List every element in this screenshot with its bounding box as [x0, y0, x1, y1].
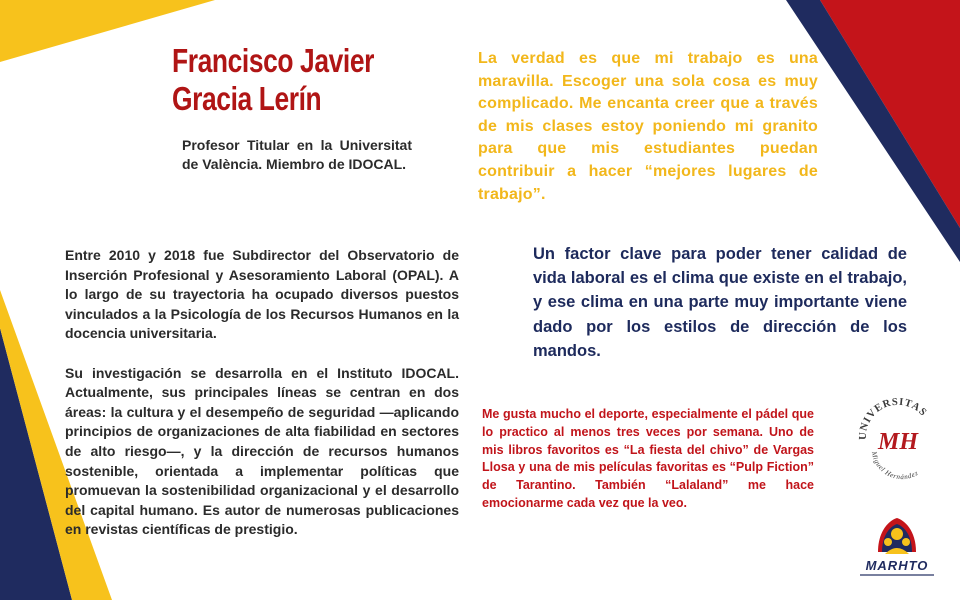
person-name: [172, 42, 404, 118]
quote-hobbies: Me gusta mucho el deporte, especialmente el pádel que lo practico al menos tres veces por semana. Uno de mis libros favoritos es “La fiesta del chivo” de Vargas Llosa y una de mis películas favoritas es “Pulp Fiction” de Tarantino. También “Lalaland” me hace emocionarme cada vez que la veo.: [482, 407, 814, 510]
bio-paragraph-1: Entre 2010 y 2018 fue Subdirector del Observatorio de Inserción Profesional y Asesoramiento Laboral (OPAL). A lo largo de su trayectoria ha ocupado diversos puestos vinculados a la Psicología de los Recursos Humanos en la docencia universitaria.: [65, 247, 459, 342]
bio-paragraph-2: Su investigación se desarrolla en el Instituto IDOCAL. Actualmente, sus principales líneas se centran en dos áreas: la cultura y el desempeño de seguridad —aplicando principios de organizaciones de alta fiabilidad en sectores de alto riesgo—, y la dirección de recursos humanos sostenible, orientada a implementar políticas que promuevan la sostenibilidad organizacional y el desarrollo del capital humano. Es autor de numerosas publicaciones en revistas científicas de prestigio.: [65, 364, 459, 538]
marhto-figure-icon: [878, 518, 916, 554]
person-name-last: Gracia Lerín: [172, 80, 322, 117]
person-role: Profesor Titular en la Universitat de València. Miembro de IDOCAL.: [182, 137, 412, 172]
quote-work-climate: Un factor clave para poder tener calidad de vida laboral es el clima que existe en el trabajo, y ese clima en una parte muy importante viene dado por los estilos de dirección de los mandos.: [533, 245, 907, 360]
quote-work: La verdad es que mi trabajo es una maravilla. Escoger una sola cosa es muy complicado. Me encanta creer que a través de mis clases estoy poniendo mi granito para que mis estudiantes puedan contribuir a hacer “mejores lugares de trabajo”.: [478, 50, 818, 203]
marhto-logo: [852, 512, 942, 580]
umh-arc-text-bottom: Miguel Hernández: [869, 450, 920, 480]
marhto-tagline-bar: [860, 574, 934, 576]
person-name-first: Francisco Javier: [172, 42, 374, 79]
marhto-wordmark: MARHTO: [865, 558, 929, 573]
umh-arc-text: UNIVERSITAS: [857, 396, 929, 441]
umh-university-logo: [852, 394, 944, 480]
biography: [65, 246, 459, 540]
umh-monogram: MH: [877, 429, 919, 455]
